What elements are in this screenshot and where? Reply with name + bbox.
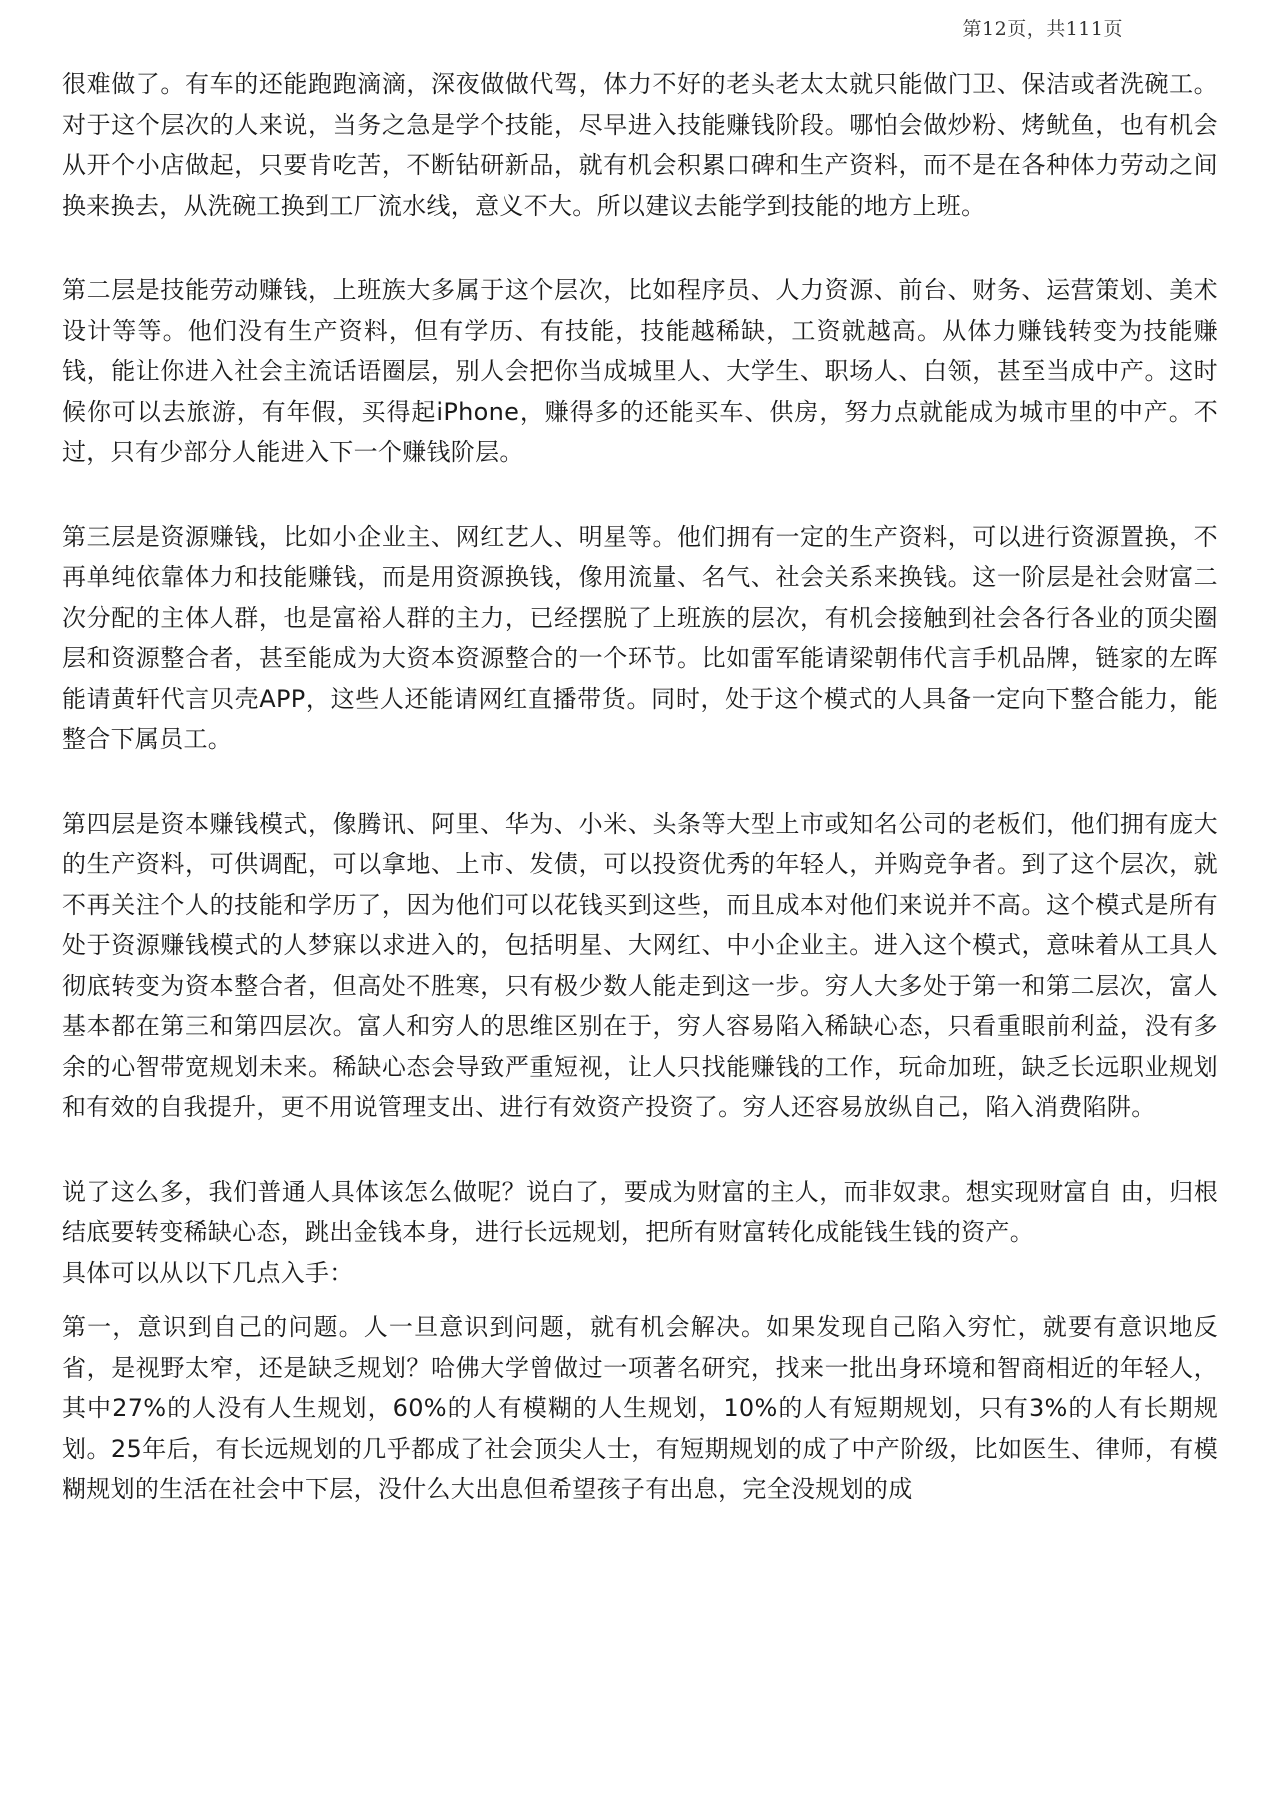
paragraph-layer-four: 第四层是资本赚钱模式，像腾讯、阿里、华为、小米、头条等大型上市或知名公司的老板们，他们拥有庞大的生产资料，可供调配，可以拿地、上市、发债，可以投资优秀的年轻人，并购竞争者。到了这个层次，就不再关注个人的技能和学历了，因为他们可以花钱买到这些，而且成本对他们来说并不高。这个模式是所有处于资源赚钱模式的人梦寐以求进入的，包括明星、大网红、中小企业主。进入这个模式，意味着从工具人彻底转变为资本整合者，但高处不胜寒，只有极少数人能走到这一步。穷人大多处于第一和第二层次，富人基本都在第三和第四层次。富人和穷人的思维区别在于，穷人容易陷入稀缺心态，只看重眼前利益，没有多余的心智带宽规划未来。稀缺心态会导致严重短视，让人只找能赚钱的工作，玩命加班，缺乏长远职业规划和有效的自我提升，更不用说管理支出、进行有效资产投资了。穷人还容易放纵自己，陷入消费陷阱。 xyxy=(62,809,1218,1121)
page-indicator: 第12页，共111页 xyxy=(962,18,1123,40)
paragraph-intro-steps: 具体可以从以下几点入手： xyxy=(62,1258,354,1287)
paragraph-layer-two: 第二层是技能劳动赚钱，上班族大多属于这个层次，比如程序员、人力资源、前台、财务、运营策划、美术设计等等。他们没有生产资料，但有学历、有技能，技能越稀缺，工资就越高。从体力赚钱转变为技能赚钱，能让你进入社会主流话语圈层，别人会把你当成城里人、大学生、职场人、白领，甚至当成中产。这时候你可以去旅游，有年假，买得起iPhone，赚得多的还能买车、供房，努力点就能成为城市里的中产。不过，只有少部分人能进入下一个赚钱阶层。 xyxy=(62,276,1218,466)
paragraph-layer-one-end: 很难做了。有车的还能跑跑滴滴，深夜做做代驾，体力不好的老头老太太就只能做门卫、保洁或者洗碗工。对于这个层次的人来说，当务之急是学个技能，尽早进入技能赚钱阶段。哪怕会做炒粉、烤鱿鱼，也有机会从开个小店做起，只要肯吃苦，不断钻研新品，就有机会积累口碑和生产资料，而不是在各种体力劳动之间换来换去，从洗碗工换到工厂流水线，意义不大。所以建议去能学到技能的地方上班。 xyxy=(62,70,1218,220)
paragraph-summary: 说了这么多，我们普通人具体该怎么做呢？说白了，要成为财富的主人，而非奴隶。想实现财富自 由，归根结底要转变稀缺心态，跳出金钱本身，进行长远规划，把所有财富转化成能钱生钱的资产。 xyxy=(62,1177,1218,1246)
paragraph-layer-three: 第三层是资源赚钱，比如小企业主、网红艺人、明星等。他们拥有一定的生产资料，可以进行资源置换，不再单纯依靠体力和技能赚钱，而是用资源换钱，像用流量、名气、社会关系来换钱。这一阶层是社会财富二次分配的主体人群，也是富裕人群的主力，已经摆脱了上班族的层次，有机会接触到社会各行各业的顶尖圈层和资源整合者，甚至能成为大资本资源整合的一个环节。比如雷军能请梁朝伟代言手机品牌，链家的左晖能请黄轩代言贝壳APP，这些人还能请网红直播带货。同时，处于这个模式的人具备一定向下整合能力，能整合下属员工。 xyxy=(62,522,1218,753)
document-body xyxy=(62,64,1218,1510)
paragraph-step-one: 第一，意识到自己的问题。人一旦意识到问题，就有机会解决。如果发现自己陷入穷忙，就要有意识地反省，是视野太窄，还是缺乏规划？哈佛大学曾做过一项著名研究，找来一批出身环境和智商相近的年轻人，其中27%的人没有人生规划，60%的人有模糊的人生规划，10%的人有短期规划，只有3%的人有长期规划。25年后，有长远规划的几乎都成了社会顶尖人士，有短期规划的成了中产阶级，比如医生、律师，有模糊规划的生活在社会中下层，没什么大出息但希望孩子有出息，完全没规划的成 xyxy=(62,1313,1218,1503)
